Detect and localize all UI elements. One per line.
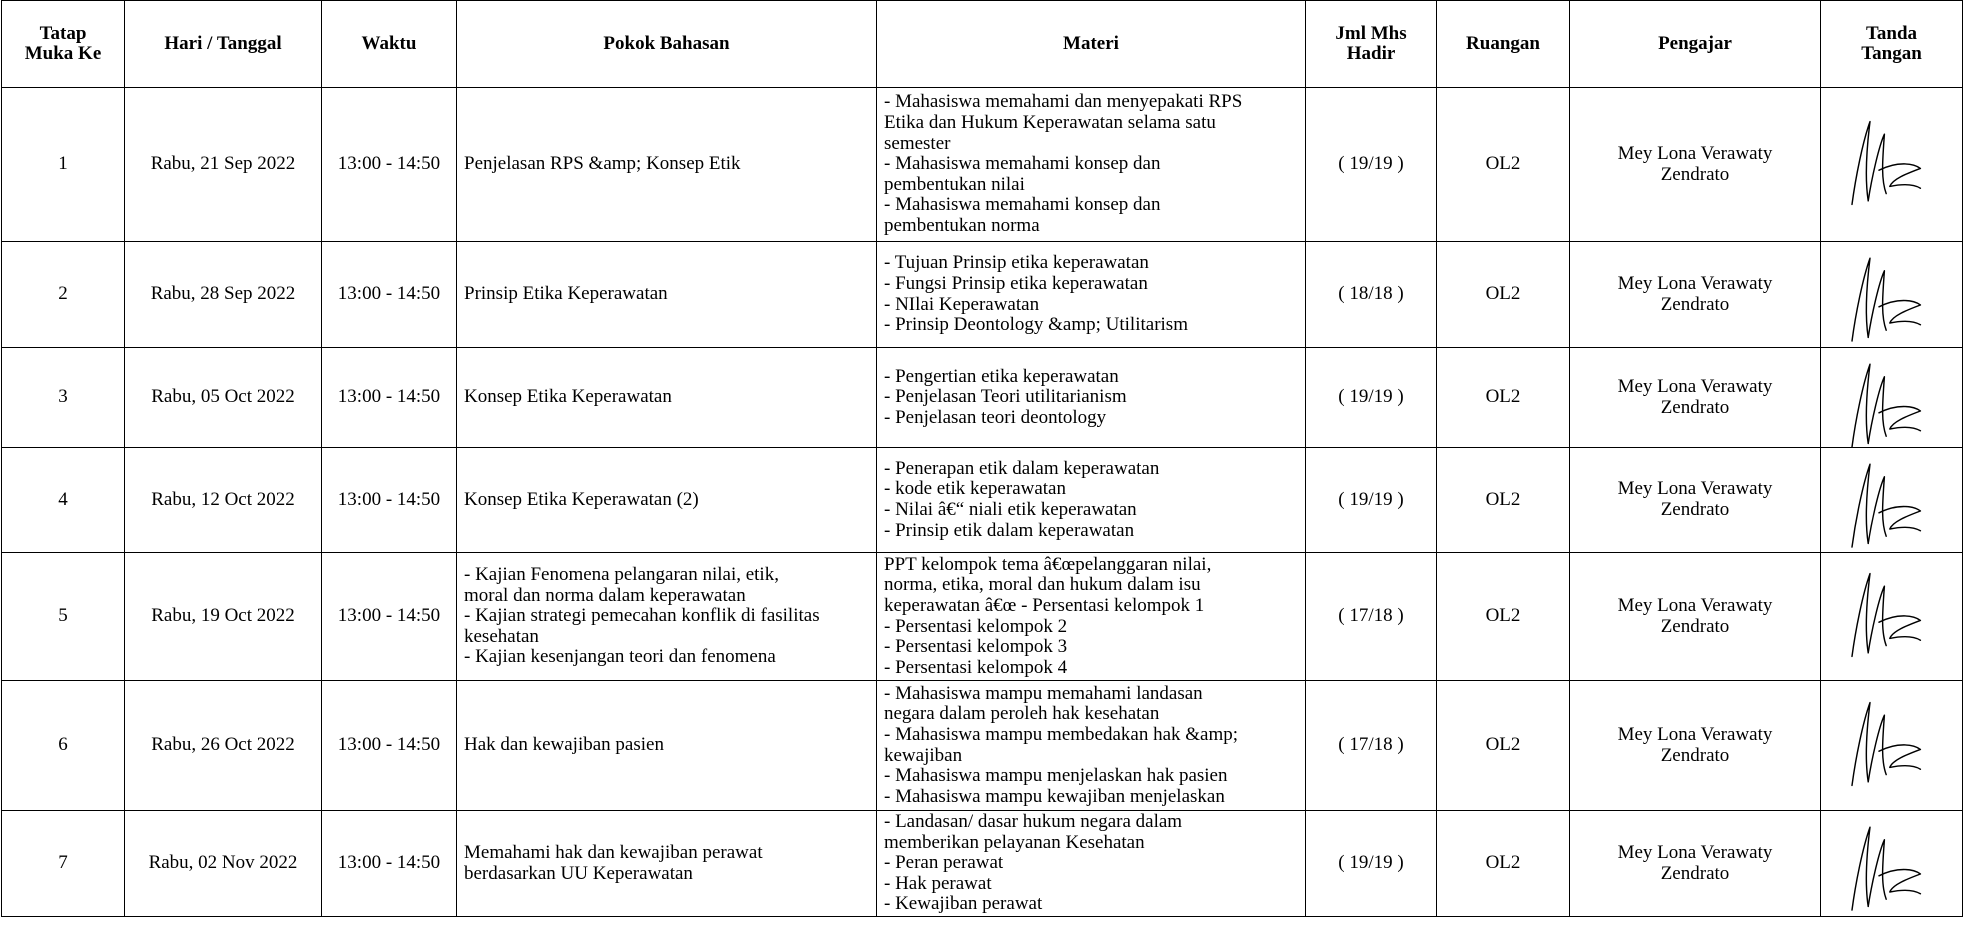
jml-hadir-cell-text: ( 19/19 ) bbox=[1338, 153, 1404, 175]
jml-hadir-cell-text: ( 19/19 ) bbox=[1338, 852, 1404, 874]
pokok-bahasan-cell-text: Konsep Etika Keperawatan bbox=[464, 386, 672, 408]
column-header-ruangan: Ruangan bbox=[1437, 1, 1570, 88]
table-row bbox=[2, 88, 1963, 242]
jml-hadir-cell bbox=[1306, 553, 1437, 681]
column-header-tanggal: Hari / Tanggal bbox=[125, 1, 322, 88]
signature-image bbox=[1821, 448, 1962, 552]
tanggal-cell bbox=[125, 242, 322, 348]
ruangan-cell bbox=[1437, 242, 1570, 348]
attendance-sheet bbox=[1, 0, 1963, 917]
ruangan-cell-text: OL2 bbox=[1485, 153, 1521, 175]
materi-cell bbox=[877, 681, 1306, 811]
signature-cell bbox=[1821, 242, 1963, 348]
materi-cell bbox=[877, 448, 1306, 553]
table-row bbox=[2, 242, 1963, 348]
signature-image bbox=[1821, 681, 1962, 810]
signature-cell bbox=[1821, 448, 1963, 553]
column-header-pengajar: Pengajar bbox=[1570, 1, 1821, 88]
waktu-cell-text: 13:00 - 14:50 bbox=[337, 852, 441, 874]
pengajar-cell-text: Mey Lona Verawaty Zendrato bbox=[1617, 478, 1773, 520]
pokok-bahasan-cell bbox=[457, 242, 877, 348]
tatap-muka-cell-text: 3 bbox=[58, 386, 68, 408]
tanggal-cell bbox=[125, 448, 322, 553]
header-row bbox=[2, 1, 1963, 88]
signature-image bbox=[1821, 811, 1962, 916]
tatap-muka-cell bbox=[2, 88, 125, 242]
materi-cell bbox=[877, 348, 1306, 448]
pengajar-cell bbox=[1570, 553, 1821, 681]
pengajar-cell bbox=[1570, 242, 1821, 348]
materi-cell-text: - Mahasiswa memahami dan menyepakati RPS Etika dan Hukum Keperawatan selama satu semester - Mahasiswa memahami konsep dan pembentukan nilai - Mahasiswa memahami konsep dan pembentukan norma bbox=[884, 91, 1243, 236]
waktu-cell-text: 13:00 - 14:50 bbox=[337, 734, 441, 756]
column-header-tanda-tangan: Tanda Tangan bbox=[1821, 1, 1963, 88]
materi-cell bbox=[877, 811, 1306, 917]
waktu-cell bbox=[322, 242, 457, 348]
attendance-table bbox=[1, 0, 1963, 917]
pengajar-cell-text: Mey Lona Verawaty Zendrato bbox=[1617, 272, 1773, 315]
waktu-cell-text: 13:00 - 14:50 bbox=[337, 605, 441, 627]
tatap-muka-cell-text: 6 bbox=[58, 734, 68, 756]
tatap-muka-cell bbox=[2, 681, 125, 811]
column-header-pokok-bahasan: Pokok Bahasan bbox=[457, 1, 877, 88]
ruangan-cell-text: OL2 bbox=[1485, 488, 1521, 510]
ruangan-cell-text: OL2 bbox=[1485, 386, 1521, 408]
waktu-cell bbox=[322, 553, 457, 681]
column-header-tatap-muka: Tatap Muka Ke bbox=[2, 1, 125, 88]
tanggal-cell bbox=[125, 553, 322, 681]
ruangan-cell bbox=[1437, 348, 1570, 448]
tatap-muka-cell-text: 2 bbox=[58, 283, 68, 305]
ruangan-cell bbox=[1437, 681, 1570, 811]
jml-hadir-cell-text: ( 17/18 ) bbox=[1338, 734, 1404, 756]
pokok-bahasan-cell bbox=[457, 348, 877, 448]
signature-image bbox=[1821, 242, 1962, 347]
pengajar-cell bbox=[1570, 448, 1821, 553]
waktu-cell-text: 13:00 - 14:50 bbox=[337, 153, 441, 175]
pengajar-cell-text: Mey Lona Verawaty Zendrato bbox=[1617, 723, 1773, 766]
jml-hadir-cell bbox=[1306, 448, 1437, 553]
pokok-bahasan-cell bbox=[457, 448, 877, 553]
materi-cell-text: PPT kelompok tema â€œpelanggaran nilai, norma, etika, moral dan hukum dalam isu keperawatan â€œ - Persentasi kelompok 1 - Persentasi kelompok 2 - Persentasi kelompok 3 - Persentasi kelompok 4 bbox=[884, 553, 1212, 678]
pengajar-cell-text: Mey Lona Verawaty Zendrato bbox=[1617, 594, 1773, 637]
materi-cell bbox=[877, 88, 1306, 242]
waktu-cell bbox=[322, 811, 457, 917]
pokok-bahasan-cell bbox=[457, 553, 877, 681]
waktu-cell bbox=[322, 348, 457, 448]
ruangan-cell-text: OL2 bbox=[1485, 283, 1521, 305]
tanggal-cell bbox=[125, 811, 322, 917]
signature-cell bbox=[1821, 88, 1963, 242]
jml-hadir-cell-text: ( 18/18 ) bbox=[1338, 283, 1404, 305]
pengajar-cell bbox=[1570, 88, 1821, 242]
column-header-jml-hadir: Jml Mhs Hadir bbox=[1306, 1, 1437, 88]
ruangan-cell bbox=[1437, 88, 1570, 242]
column-header-materi: Materi bbox=[877, 1, 1306, 88]
signature-cell bbox=[1821, 811, 1963, 917]
pokok-bahasan-cell bbox=[457, 811, 877, 917]
jml-hadir-cell-text: ( 19/19 ) bbox=[1338, 386, 1404, 408]
tanggal-cell bbox=[125, 348, 322, 448]
pengajar-cell-text: Mey Lona Verawaty Zendrato bbox=[1617, 841, 1773, 884]
table-row bbox=[2, 448, 1963, 553]
tanggal-cell bbox=[125, 88, 322, 242]
table-row bbox=[2, 681, 1963, 811]
tatap-muka-cell-text: 4 bbox=[58, 488, 68, 510]
ruangan-cell bbox=[1437, 448, 1570, 553]
jml-hadir-cell bbox=[1306, 681, 1437, 811]
pokok-bahasan-cell bbox=[457, 88, 877, 242]
pengajar-cell bbox=[1570, 681, 1821, 811]
tanggal-cell bbox=[125, 681, 322, 811]
pokok-bahasan-cell bbox=[457, 681, 877, 811]
signature-image bbox=[1821, 348, 1962, 447]
tanggal-cell-text: Rabu, 28 Sep 2022 bbox=[150, 283, 296, 305]
tatap-muka-cell bbox=[2, 242, 125, 348]
ruangan-cell-text: OL2 bbox=[1485, 605, 1521, 627]
pokok-bahasan-cell-text: Penjelasan RPS &amp; Konsep Etik bbox=[464, 153, 741, 175]
waktu-cell-text: 13:00 - 14:50 bbox=[337, 283, 441, 305]
ruangan-cell bbox=[1437, 811, 1570, 917]
waktu-cell-text: 13:00 - 14:50 bbox=[337, 386, 441, 408]
jml-hadir-cell bbox=[1306, 242, 1437, 348]
pokok-bahasan-cell-text: Memahami hak dan kewajiban perawat berdasarkan UU Keperawatan bbox=[464, 841, 763, 884]
waktu-cell bbox=[322, 448, 457, 553]
column-header-waktu: Waktu bbox=[322, 1, 457, 88]
materi-cell bbox=[877, 553, 1306, 681]
pengajar-cell-text: Mey Lona Verawaty Zendrato bbox=[1617, 142, 1773, 185]
tatap-muka-cell bbox=[2, 348, 125, 448]
tanggal-cell-text: Rabu, 02 Nov 2022 bbox=[148, 852, 298, 874]
tatap-muka-cell bbox=[2, 553, 125, 681]
waktu-cell bbox=[322, 681, 457, 811]
table-row bbox=[2, 553, 1963, 681]
waktu-cell bbox=[322, 88, 457, 242]
pengajar-cell-text: Mey Lona Verawaty Zendrato bbox=[1617, 375, 1773, 418]
jml-hadir-cell-text: ( 19/19 ) bbox=[1338, 488, 1404, 510]
signature-image bbox=[1821, 553, 1962, 680]
tanggal-cell-text: Rabu, 05 Oct 2022 bbox=[151, 386, 295, 408]
pokok-bahasan-cell-text: Prinsip Etika Keperawatan bbox=[464, 283, 668, 305]
pokok-bahasan-cell-text: Hak dan kewajiban pasien bbox=[464, 734, 664, 756]
tatap-muka-cell-text: 7 bbox=[58, 852, 68, 874]
signature-cell bbox=[1821, 553, 1963, 681]
pokok-bahasan-cell-text: - Kajian Fenomena pelangaran nilai, etik, moral dan norma dalam keperawatan - Kajian strategi pemecahan konflik di fasilitas kesehatan - Kajian kesenjangan teori dan fenomena bbox=[464, 564, 820, 668]
table-row bbox=[2, 348, 1963, 448]
pokok-bahasan-cell-text: Konsep Etika Keperawatan (2) bbox=[464, 488, 699, 510]
signature-cell bbox=[1821, 348, 1963, 448]
tatap-muka-cell bbox=[2, 448, 125, 553]
tatap-muka-cell-text: 5 bbox=[58, 605, 68, 627]
materi-cell-text: - Tujuan Prinsip etika keperawatan - Fungsi Prinsip etika keperawatan - NIlai Keperawatan - Prinsip Deontology &amp; Utilitarism bbox=[884, 252, 1188, 336]
materi-cell bbox=[877, 242, 1306, 348]
jml-hadir-cell-text: ( 17/18 ) bbox=[1338, 605, 1404, 627]
tanggal-cell-text: Rabu, 26 Oct 2022 bbox=[151, 734, 295, 756]
jml-hadir-cell bbox=[1306, 811, 1437, 917]
tatap-muka-cell-text: 1 bbox=[58, 153, 68, 175]
materi-cell-text: - Pengertian etika keperawatan - Penjelasan Teori utilitarianism - Penjelasan teori deontology bbox=[884, 365, 1127, 428]
ruangan-cell-text: OL2 bbox=[1485, 852, 1521, 874]
jml-hadir-cell bbox=[1306, 88, 1437, 242]
tanggal-cell-text: Rabu, 21 Sep 2022 bbox=[150, 153, 296, 175]
materi-cell-text: - Penerapan etik dalam keperawatan - kode etik keperawatan - Nilai â€“ niali etik keperawatan - Prinsip etik dalam keperawatan bbox=[884, 457, 1160, 541]
materi-cell-text: - Landasan/ dasar hukum negara dalam memberikan pelayanan Kesehatan - Peran perawat - Hak perawat - Kewajiban perawat bbox=[884, 811, 1183, 915]
tanggal-cell-text: Rabu, 19 Oct 2022 bbox=[151, 605, 295, 627]
tanggal-cell-text: Rabu, 12 Oct 2022 bbox=[151, 488, 295, 510]
signature-image bbox=[1821, 88, 1962, 241]
materi-cell-text: - Mahasiswa mampu memahami landasan negara dalam peroleh hak kesehatan - Mahasiswa mampu membedakan hak &amp; kewajiban - Mahasiswa mampu menjelaskan hak pasien - Mahasiswa mampu kewajiban menjelaskan bbox=[884, 682, 1239, 807]
signature-cell bbox=[1821, 681, 1963, 811]
tatap-muka-cell bbox=[2, 811, 125, 917]
ruangan-cell-text: OL2 bbox=[1485, 734, 1521, 756]
ruangan-cell bbox=[1437, 553, 1570, 681]
waktu-cell-text: 13:00 - 14:50 bbox=[337, 488, 441, 510]
table-row bbox=[2, 811, 1963, 917]
pengajar-cell bbox=[1570, 348, 1821, 448]
pengajar-cell bbox=[1570, 811, 1821, 917]
jml-hadir-cell bbox=[1306, 348, 1437, 448]
